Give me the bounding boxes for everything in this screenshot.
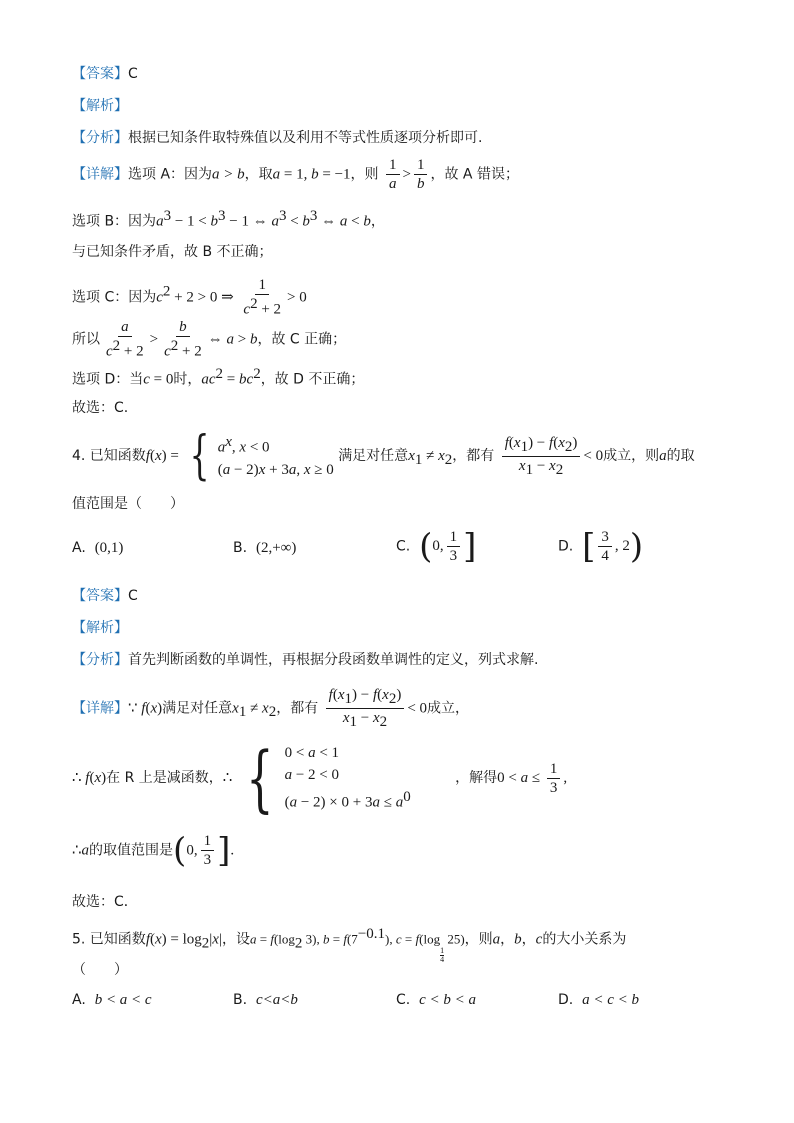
q3-option-a-detail: 【详解】选项 A：因为a > b，取a = 1, b = −1，则 $\frac{1}{a}$ > $\frac{1}{b}$ ，故 A 错误； <box>72 157 519 192</box>
q3-option-c-line2: 所以 $\frac{a}{c^2 + 2}$ > $\frac{b}{c^2 + 2}$ ⇔ a > b，故 C 正确； <box>72 319 347 360</box>
q5-paren: （ ） <box>72 962 128 978</box>
answer-tag: 【答案】 <box>72 588 128 604</box>
fenxi-text: 根据已知条件取特殊值以及利用不等式性质逐项分析即可. <box>128 130 483 146</box>
fraction: $\frac{1}{3}$ <box>447 528 461 565</box>
fraction: $\frac{1}{c^2 + 2}$ <box>243 277 282 318</box>
q3-option-b-detail: 选项 B：因为$a^3 - 1 < b^3 - 1$ ⇔ $a^3 < b^3$ ⇔ a < b， <box>72 208 385 230</box>
fraction: $\frac{1}{3}$ <box>547 760 561 797</box>
q4-fenxi <box>72 650 538 670</box>
fraction: $\frac{3}{4}$ <box>598 528 612 565</box>
q3-option-d-detail: 选项 D：当c = 0时，$ac^2 = bc^2$，故 D 不正确； <box>72 366 365 388</box>
q4-question-line2: 值范围是（ ） <box>72 496 184 512</box>
fenxi-tag: 【分析】 <box>72 130 128 146</box>
detail-tag: 【详解】 <box>72 166 128 183</box>
fraction: $\frac{a}{c^2 + 2}$ <box>106 319 144 360</box>
q5-option-a: A. b < a < c <box>72 992 152 1008</box>
math-expr: a <box>272 166 281 183</box>
q3-option-b-line2: 与已知条件矛盾，故 B 不正确； <box>72 244 273 260</box>
fraction: $\frac{f(x_1) - f(x_2)}{x_1 - x_2}$ <box>502 434 581 479</box>
system-of-inequalities: { 0 < a < 1 a − 2 < 0 $(a - 2) \times 0 + 3a \le a^0$ <box>245 736 411 820</box>
q5-question: 5. 已知函数$f(x) = \log_2|x|$，设$a = f(\log_2$ 3), $b = f(7^{-0.1})$, c = f(log $_{\frac{1}{4}}$ 25)，则a，b，c的大小关系为 <box>72 926 627 965</box>
fraction: $\frac{1}{3}$ <box>201 832 215 869</box>
q5-option-d: D. a < c < b <box>558 992 640 1008</box>
fraction: $\frac{1}{a}$ <box>386 156 400 193</box>
q4-analysis-tag <box>72 618 128 638</box>
math-expr: a <box>156 213 164 230</box>
q4-question: 4. 已知函数f(x) = { $a^x$, x < 0 (a − 2)x + 3a, x ≥ 0 满足对任意$x_1 \ne x_2$，都有 $\frac{f(x_1) - f(x_2)}{x_1 - x_2}$ < 0成立，则a的取 <box>72 426 695 486</box>
answer-tag: 【答案】 <box>72 66 128 82</box>
q4-option-d: D. [ $\frac{3}{4}$ , 2) <box>558 526 644 567</box>
q4-detail-line3: ∴a的取值范围是(0, $\frac{1}{3}$ ]. <box>72 830 235 871</box>
detail-tag: 【详解】 <box>72 700 128 717</box>
q4-option-b: B. (2,+∞) <box>233 540 297 556</box>
q3-fenxi <box>72 128 482 148</box>
answer-value: C <box>128 66 138 82</box>
q5-option-c: C. c < b < a <box>396 992 477 1008</box>
fraction: $\frac{f(x_1) - f(x_2)}{x_1 - x_2}$ <box>326 686 405 731</box>
q4-detail-line2: ∴ f(x)在 R 上是减函数，∴ { 0 < a < 1 a − 2 < 0 $(a - 2) \times 0 + 3a \le a^0$ ，解得0 < a ≤ $\frac{1}{3}$ , <box>72 736 568 820</box>
fenxi-tag: 【分析】 <box>72 652 128 668</box>
answer-value: C <box>128 588 138 604</box>
q3-analysis-tag <box>72 96 128 116</box>
q4-option-a: A. (0,1) <box>72 540 124 556</box>
q3-answer <box>72 64 138 84</box>
q3-option-c-detail: 选项 C：因为$c^2 + 2 > 0$ ⇒ $\frac{1}{c^2 + 2}$ > 0 <box>72 277 307 318</box>
q4-answer <box>72 586 138 606</box>
fraction: $\frac{b}{c^2 + 2}$ <box>164 319 202 360</box>
q4-choose: 故选：C． <box>72 894 138 910</box>
q4-detail-line1: 【详解】∵ f(x)满足对任意$x_1 \ne x_2$，都有 $\frac{f(x_1) - f(x_2)}{x_1 - x_2}$ < 0成立， <box>72 687 470 730</box>
q4-option-c: C. (0, $\frac{1}{3}$ ] <box>396 526 477 567</box>
math-expr: a > b <box>212 166 245 183</box>
analysis-tag: 【解析】 <box>72 620 128 636</box>
fenxi-text: 首先判断函数的单调性，再根据分段函数单调性的定义，列式求解. <box>128 652 539 668</box>
fraction: $\frac{1}{b}$ <box>414 156 428 193</box>
q5-option-b: B. c<a<b <box>233 992 298 1008</box>
q3-choose: 故选：C. <box>72 400 129 416</box>
piecewise-function: { $a^x$, x < 0 (a − 2)x + 3a, x ≥ 0 <box>189 426 334 486</box>
analysis-tag: 【解析】 <box>72 98 128 114</box>
